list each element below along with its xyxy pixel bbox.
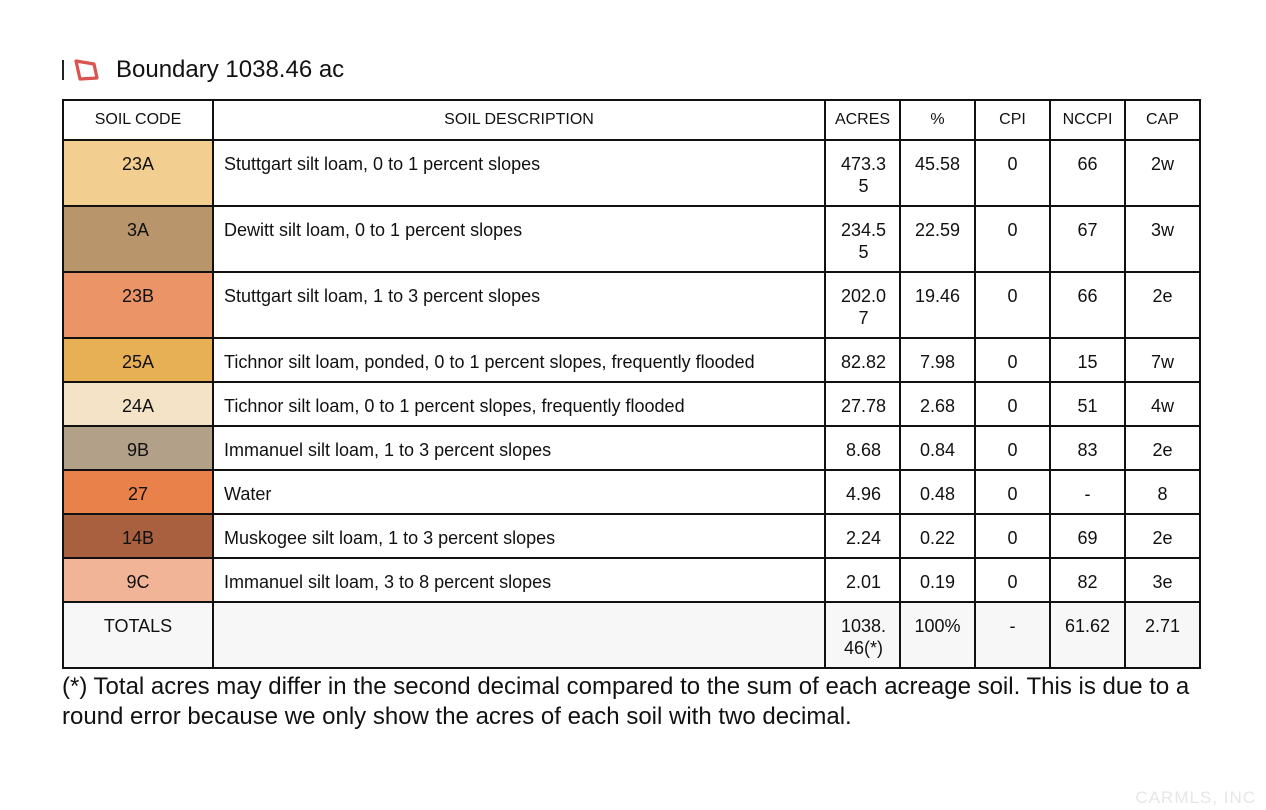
cpi-cell: 0: [975, 206, 1050, 272]
acres-cell: 2.01: [825, 558, 900, 602]
totals-percent-cell: 100%: [900, 602, 975, 668]
acres-cell: 202.07: [825, 272, 900, 338]
nccpi-cell: -: [1050, 470, 1125, 514]
col-header-soil-code: SOIL CODE: [63, 100, 213, 140]
totals-row: [63, 602, 1200, 668]
acres-cell: 4.96: [825, 470, 900, 514]
soil-description-cell: Tichnor silt loam, 0 to 1 percent slopes, frequently flooded: [213, 382, 825, 426]
soil-description-cell: Immanuel silt loam, 1 to 3 percent slopes: [213, 426, 825, 470]
totals-label: TOTALS: [63, 602, 213, 668]
nccpi-cell: 15: [1050, 338, 1125, 382]
col-header-percent: %: [900, 100, 975, 140]
cpi-cell: 0: [975, 338, 1050, 382]
soil-description-cell: Stuttgart silt loam, 1 to 3 percent slopes: [213, 272, 825, 338]
cpi-cell: 0: [975, 514, 1050, 558]
table-row: [63, 206, 1200, 272]
nccpi-cell: 82: [1050, 558, 1125, 602]
totals-nccpi-cell: 61.62: [1050, 602, 1125, 668]
table-row: [63, 514, 1200, 558]
soil-code-cell: 23A: [63, 140, 213, 206]
nccpi-cell: 66: [1050, 140, 1125, 206]
soil-description-cell: Water: [213, 470, 825, 514]
soil-code-cell: 3A: [63, 206, 213, 272]
soil-table: [62, 99, 1201, 669]
boundary-polygon-icon: [72, 58, 116, 82]
soil-code-cell: 24A: [63, 382, 213, 426]
percent-cell: 45.58: [900, 140, 975, 206]
cpi-cell: 0: [975, 140, 1050, 206]
percent-cell: 22.59: [900, 206, 975, 272]
table-row: [63, 470, 1200, 514]
acres-cell: 82.82: [825, 338, 900, 382]
soil-description-cell: Immanuel silt loam, 3 to 8 percent slopes: [213, 558, 825, 602]
cpi-cell: 0: [975, 426, 1050, 470]
nccpi-cell: 83: [1050, 426, 1125, 470]
cpi-cell: 0: [975, 558, 1050, 602]
nccpi-cell: 51: [1050, 382, 1125, 426]
cap-cell: 2e: [1125, 426, 1200, 470]
soil-description-cell: Dewitt silt loam, 0 to 1 percent slopes: [213, 206, 825, 272]
soil-description-cell: Stuttgart silt loam, 0 to 1 percent slopes: [213, 140, 825, 206]
percent-cell: 0.84: [900, 426, 975, 470]
cap-cell: 2e: [1125, 272, 1200, 338]
percent-cell: 19.46: [900, 272, 975, 338]
acres-cell: 8.68: [825, 426, 900, 470]
table-row: [63, 140, 1200, 206]
table-row: [63, 426, 1200, 470]
table-row: [63, 338, 1200, 382]
table-row: [63, 558, 1200, 602]
cap-cell: 7w: [1125, 338, 1200, 382]
cpi-cell: 0: [975, 272, 1050, 338]
acres-cell: 2.24: [825, 514, 900, 558]
soil-code-cell: 23B: [63, 272, 213, 338]
soil-code-cell: 27: [63, 470, 213, 514]
nccpi-cell: 67: [1050, 206, 1125, 272]
watermark: CARMLS, INC: [1135, 788, 1256, 807]
acres-cell: 27.78: [825, 382, 900, 426]
cap-cell: 2e: [1125, 514, 1200, 558]
soil-code-cell: 9C: [63, 558, 213, 602]
cpi-cell: 0: [975, 382, 1050, 426]
percent-cell: 0.19: [900, 558, 975, 602]
footnote: (*) Total acres may differ in the second decimal compared to the sum of each acreage soil. This is due to a round error because we only show the acres of each soil with two decimal.: [62, 673, 1190, 730]
cap-cell: 3w: [1125, 206, 1200, 272]
acres-cell: 234.55: [825, 206, 900, 272]
cap-cell: 8: [1125, 470, 1200, 514]
col-header-cap: CAP: [1125, 100, 1200, 140]
header-divider: [62, 60, 64, 80]
totals-cpi-cell: -: [975, 602, 1050, 668]
table-row: [63, 272, 1200, 338]
col-header-soil-description: SOIL DESCRIPTION: [213, 100, 825, 140]
percent-cell: 0.48: [900, 470, 975, 514]
percent-cell: 7.98: [900, 338, 975, 382]
soil-code-cell: 14B: [63, 514, 213, 558]
percent-cell: 2.68: [900, 382, 975, 426]
nccpi-cell: 69: [1050, 514, 1125, 558]
soil-code-cell: 25A: [63, 338, 213, 382]
nccpi-cell: 66: [1050, 272, 1125, 338]
boundary-title: Boundary 1038.46 ac: [116, 56, 345, 83]
totals-cap-cell: 2.71: [1125, 602, 1200, 668]
totals-description-cell: [213, 602, 825, 668]
soil-description-cell: Muskogee silt loam, 1 to 3 percent slopes: [213, 514, 825, 558]
soil-code-cell: 9B: [63, 426, 213, 470]
col-header-cpi: CPI: [975, 100, 1050, 140]
cap-cell: 4w: [1125, 382, 1200, 426]
totals-acres-cell: 1038.46(*): [825, 602, 900, 668]
cpi-cell: 0: [975, 470, 1050, 514]
acres-cell: 473.35: [825, 140, 900, 206]
cap-cell: 2w: [1125, 140, 1200, 206]
boundary-header: [62, 52, 344, 88]
cap-cell: 3e: [1125, 558, 1200, 602]
soil-description-cell: Tichnor silt loam, ponded, 0 to 1 percent slopes, frequently flooded: [213, 338, 825, 382]
percent-cell: 0.22: [900, 514, 975, 558]
col-header-nccpi: NCCPI: [1050, 100, 1125, 140]
col-header-acres: ACRES: [825, 100, 900, 140]
table-header-row: [63, 100, 1200, 140]
table-row: [63, 382, 1200, 426]
